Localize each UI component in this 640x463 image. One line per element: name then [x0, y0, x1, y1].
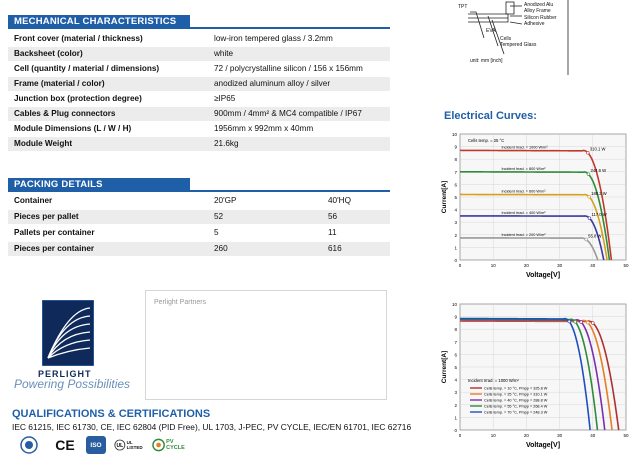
legend-label: Cells temp. = 40 °C, Pmpp = 288.8 W	[484, 398, 548, 403]
y-tick-label: 8	[454, 157, 457, 163]
row-label: Pieces per container	[14, 244, 95, 253]
packing-row	[8, 210, 390, 224]
mechanical-row	[8, 32, 390, 46]
packing-header-rule	[184, 190, 390, 192]
mpp-point	[586, 321, 589, 324]
x-tick-label: 40	[590, 263, 596, 268]
mechanical-row	[8, 137, 390, 151]
x-tick-label: 50	[623, 433, 629, 438]
perlight-logo	[42, 300, 94, 366]
x-axis-label: Voltage[V]	[525, 272, 561, 279]
label-adhesive: Adhesive	[524, 21, 545, 27]
row-value: low-iron tempered glass / 3.2mm	[214, 34, 333, 43]
series-name: Incident Irrad. = 1000 W/m²	[501, 145, 548, 150]
series-power-label: 55.8 W	[588, 233, 602, 239]
y-tick-label: 3	[454, 220, 457, 226]
y-tick-label: 10	[451, 302, 457, 307]
packing-header	[8, 178, 190, 192]
mechanical-row	[8, 62, 390, 76]
x-tick-label: 20	[523, 433, 529, 438]
series-name: Incident Irrad. = 800 W/m²	[501, 166, 546, 171]
mechanical-row	[8, 92, 390, 106]
row-label: Module Weight	[14, 139, 73, 148]
label-tpt: TPT	[458, 4, 468, 10]
y-tick-label: 5	[454, 365, 457, 370]
x-tick-label: 20	[523, 263, 529, 268]
svg-text:UL: UL	[116, 443, 124, 450]
mechanical-row	[8, 77, 390, 91]
ce-logo: CE	[55, 437, 75, 453]
mechanical-row	[8, 107, 390, 121]
y-tick-label: 6	[454, 182, 457, 188]
row-value-20gp: 20'GP	[214, 196, 237, 205]
mpp-point	[568, 320, 571, 323]
row-value: white	[214, 49, 234, 58]
y-tick-label: 5	[454, 195, 457, 200]
row-value-40hq: 40'HQ	[328, 196, 351, 205]
y-tick-label: 1	[454, 245, 457, 251]
partners-label: Perlight Partners	[154, 299, 207, 306]
legend-label: Cells temp. = 10 °C, Pmpp = 325.8 W	[484, 386, 548, 391]
y-tick-label: 0	[454, 258, 457, 263]
y-tick-label: 1	[454, 415, 457, 421]
series-name: Incident Irrad. = 400 W/m²	[501, 210, 546, 215]
unit-label: unit: mm [inch]	[470, 58, 503, 64]
series-power-label: 310.1 W	[589, 146, 606, 152]
row-value-40hq: 11	[328, 228, 337, 237]
row-label: Backsheet (color)	[14, 49, 83, 58]
y-tick-label: 2	[454, 402, 457, 408]
mechanical-header	[8, 15, 190, 29]
series-power-label: 117.0 W	[591, 212, 607, 218]
row-value-40hq: 616	[328, 244, 342, 253]
row-value-20gp: 260	[214, 244, 228, 253]
y-tick-label: 7	[454, 169, 457, 175]
ul-listed-logo: UL UL LISTED	[116, 440, 143, 450]
row-value: 21.6kg	[214, 139, 239, 148]
label-anodized: Anodized Alu	[524, 2, 554, 8]
row-label: Cell (quantity / material / dimensions)	[14, 64, 160, 73]
y-tick-label: 7	[454, 339, 457, 345]
row-label: Pieces per pallet	[14, 212, 79, 221]
mpp-point	[574, 320, 577, 323]
row-label: Front cover (material / thickness)	[14, 34, 143, 43]
mpp-point	[585, 238, 588, 241]
row-label: Junction box (protection degree)	[14, 94, 142, 103]
tuv-logo	[14, 436, 44, 454]
x-tick-label: 10	[490, 263, 496, 268]
series-name: Incident Irrad. = 200 W/m²	[501, 232, 546, 237]
iso-logo: ISO	[86, 436, 106, 454]
row-value: 72 / polycrystalline silicon / 156 x 156mm	[214, 64, 363, 73]
electrical-curves-title: Electrical Curves:	[444, 110, 537, 122]
y-tick-label: 8	[454, 327, 457, 333]
brand-tagline: Powering Possibilities	[14, 377, 131, 391]
x-tick-label: 0	[458, 263, 462, 268]
mechanical-row	[8, 122, 390, 136]
row-label: Pallets per container	[14, 228, 95, 237]
x-tick-label: 10	[490, 433, 496, 438]
label-eva: EVA	[486, 28, 496, 34]
temperature-chart	[440, 300, 636, 452]
x-tick-label: 30	[557, 263, 563, 268]
row-label: Container	[14, 196, 53, 205]
packing-title: PACKING DETAILS	[14, 179, 103, 190]
row-value: ≥IP65	[214, 94, 236, 103]
y-tick-label: 3	[454, 390, 457, 396]
y-tick-label: 9	[454, 314, 457, 320]
mpp-point	[586, 151, 589, 154]
qualifications-text: IEC 61215, IEC 61730, CE, IEC 62804 (PID Free), UL 1703, J-PEC, PV CYCLE, IEC/EN 61701, IEC 62716	[12, 422, 412, 432]
series-power-label: 180.2 W	[591, 190, 607, 196]
y-tick-label: 4	[454, 207, 457, 213]
row-value-40hq: 56	[328, 212, 338, 221]
mpp-point	[580, 321, 583, 324]
x-tick-label: 50	[623, 263, 629, 268]
y-tick-label: 2	[454, 232, 457, 238]
legend-label: Cells temp. = 25 °C, Pmpp = 310.1 W	[484, 392, 548, 397]
mpp-point	[588, 195, 591, 198]
row-label: Frame (material / color)	[14, 79, 105, 88]
row-value-20gp: 5	[214, 228, 219, 237]
x-axis-label: Voltage[V]	[525, 442, 561, 449]
y-axis-label: Current[A]	[441, 350, 448, 384]
laminate-diagram	[448, 0, 598, 80]
label-cells: Cells	[500, 36, 512, 42]
label-tempered-glass: Tempered Glass	[500, 42, 537, 48]
chart-annotation: Incident Irrad. = 1000 W/m²	[468, 378, 519, 383]
packing-row	[8, 242, 390, 256]
partners-box	[145, 290, 387, 400]
x-tick-label: 0	[458, 433, 462, 438]
x-tick-label: 30	[557, 433, 563, 438]
label-silicon-rubber: Silicon Rubber	[524, 15, 557, 21]
packing-row	[8, 226, 390, 240]
mpp-point	[587, 173, 590, 176]
y-tick-label: 9	[454, 144, 457, 150]
row-value: 1956mm x 992mm x 40mm	[214, 124, 314, 133]
row-label: Module Dimensions (L / W / H)	[14, 124, 132, 133]
legend-label: Cells temp. = 70 °C, Pmpp = 248.3 W	[484, 410, 548, 415]
y-axis-label: Current[A]	[441, 180, 448, 214]
mechanical-row	[8, 47, 390, 61]
pv-cycle-logo: PV CYCLE	[152, 436, 192, 454]
y-tick-label: 10	[451, 132, 457, 137]
row-value-20gp: 52	[214, 212, 224, 221]
row-value: 900mm / 4mm² & MC4 compatible / IP67	[214, 109, 362, 118]
irradiance-chart	[440, 130, 636, 282]
row-label: Cables & Plug connectors	[14, 109, 116, 118]
chart-annotation: Cells temp. = 25 °C	[468, 138, 505, 143]
label-alloy-frame: Alloy Frame	[524, 8, 551, 14]
y-tick-label: 6	[454, 352, 457, 358]
legend-label: Cells temp. = 55 °C, Pmpp = 268.4 W	[484, 404, 548, 409]
y-tick-label: 4	[454, 377, 457, 383]
packing-row	[8, 194, 390, 208]
series-power-label: 244.6 W	[590, 168, 607, 174]
mechanical-title: MECHANICAL CHARACTERISTICS	[14, 16, 177, 27]
qualifications-title: QUALIFICATIONS & CERTIFICATIONS	[12, 408, 211, 420]
row-value: anodized aluminum alloy / silver	[214, 79, 331, 88]
mpp-point	[588, 217, 591, 220]
mpp-point	[591, 322, 594, 325]
series-name: Incident Irrad. = 600 W/m²	[501, 189, 546, 194]
x-tick-label: 40	[590, 433, 596, 438]
y-tick-label: 0	[454, 428, 457, 433]
brand-name: PERLIGHT	[38, 369, 92, 379]
mechanical-header-rule	[184, 27, 390, 29]
